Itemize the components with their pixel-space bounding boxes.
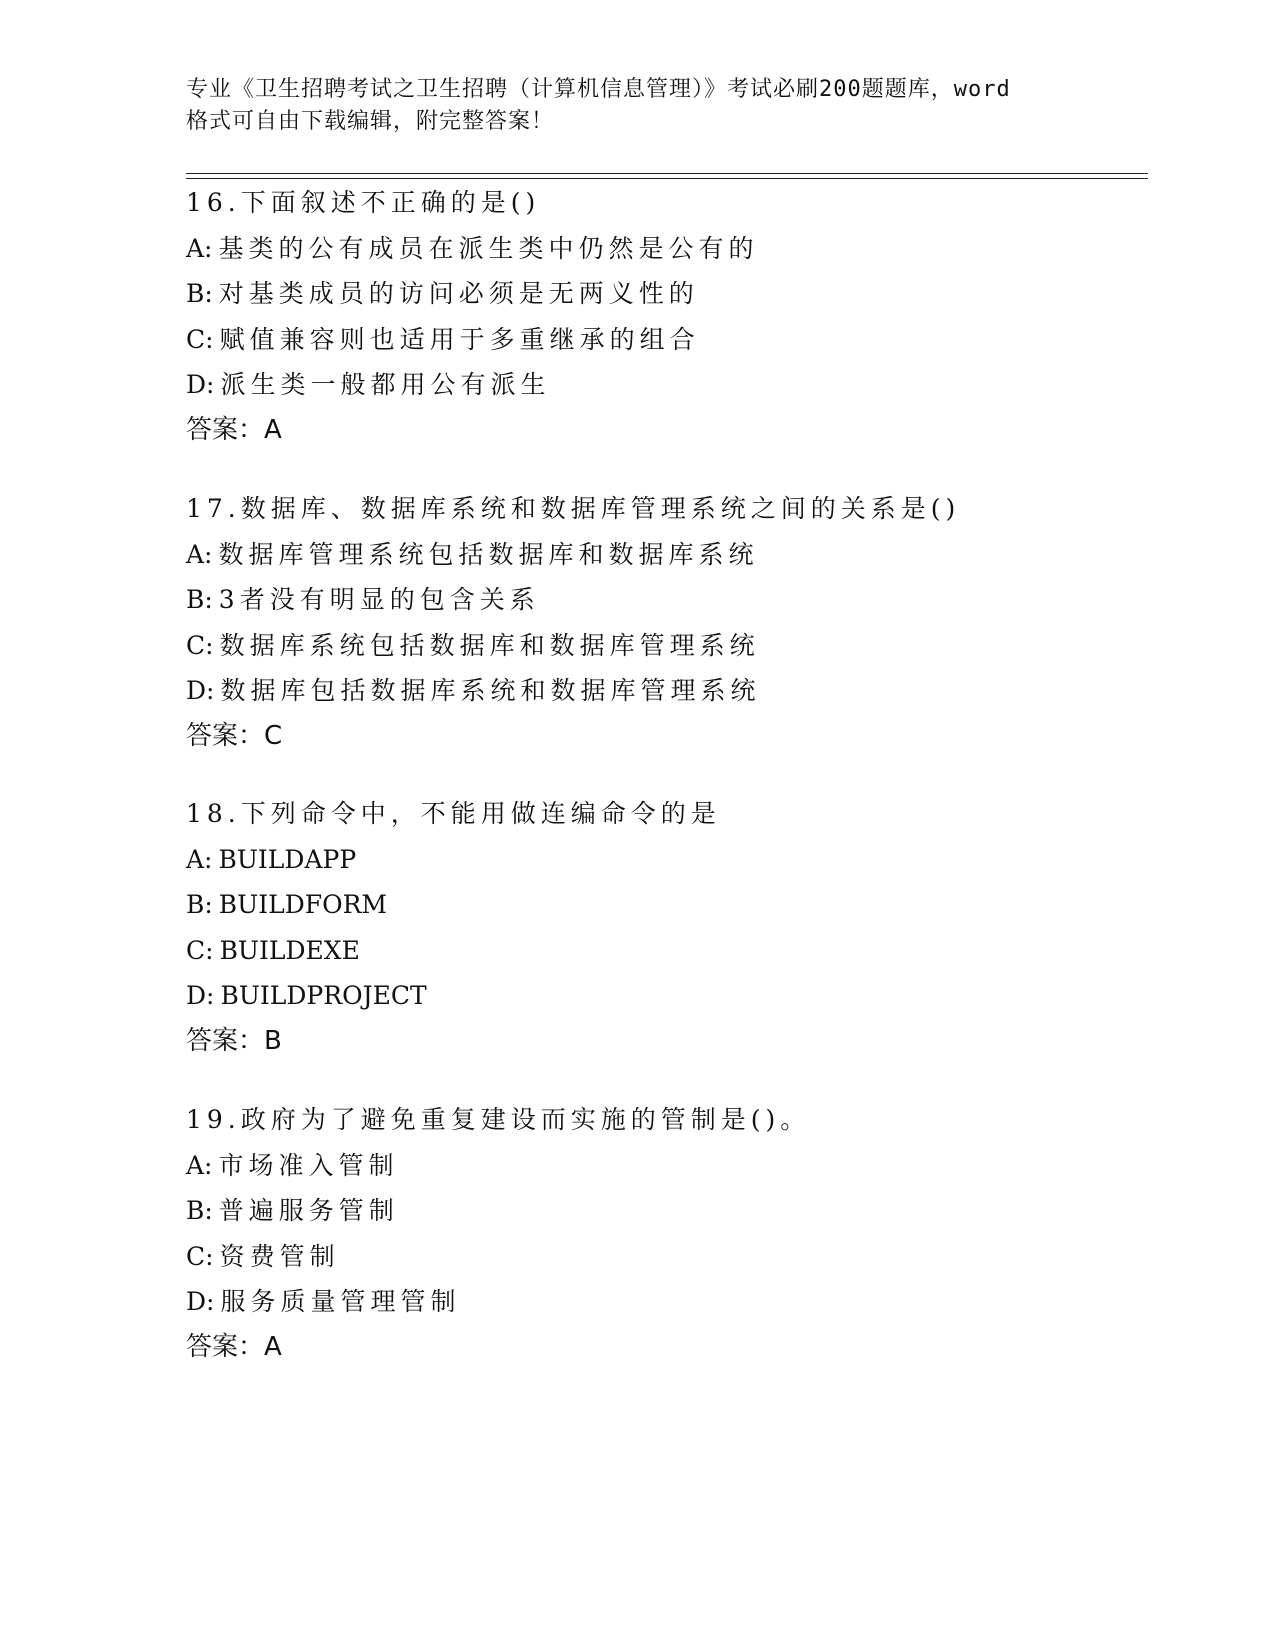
option-label: D: xyxy=(186,676,215,705)
question-17 xyxy=(186,486,1146,759)
question-19 xyxy=(186,1097,1146,1370)
question-stem: 19.政府为了避免重复建设而实施的管制是()。 xyxy=(186,1105,811,1134)
option-text: BUILDPROJECT xyxy=(220,981,427,1010)
option-text: 资费管制 xyxy=(219,1241,340,1271)
option-text: 服务质量管理管制 xyxy=(220,1287,461,1316)
option-label: A: xyxy=(186,844,213,874)
question-stem: 16.下面叙述不正确的是() xyxy=(186,188,541,217)
question-18 xyxy=(186,791,1146,1064)
header-line-2: 格式可自由下载编辑，附完整答案！ xyxy=(186,109,555,134)
option-d xyxy=(186,668,1146,714)
option-text: 基类的公有成员在派生类中仍然是公有的 xyxy=(218,233,759,263)
option-text: 市场准入管制 xyxy=(218,1150,399,1180)
option-text: 对基类成员的访问必须是无两义性的 xyxy=(218,279,699,308)
option-text: BUILDEXE xyxy=(219,935,360,965)
option-label: A: xyxy=(186,539,213,569)
option-text: 普遍服务管制 xyxy=(218,1196,399,1225)
question-stem: 17.数据库、数据库系统和数据库管理系统之间的关系是() xyxy=(186,494,961,523)
option-c xyxy=(186,928,1146,974)
option-label: B: xyxy=(186,279,213,308)
option-label: A: xyxy=(186,1150,213,1180)
option-a xyxy=(186,226,1146,272)
option-text: 赋值兼容则也适用于多重继承的组合 xyxy=(219,324,700,354)
option-text: 派生类一般都用公有派生 xyxy=(220,370,551,399)
answer-line: 答案：B xyxy=(186,1025,282,1056)
header-line-1: 专业《卫生招聘考试之卫生招聘（计算机信息管理）》考试必刷200题题库，word xyxy=(186,77,1011,102)
option-d xyxy=(186,362,1146,408)
option-label: C: xyxy=(186,324,214,354)
option-a xyxy=(186,837,1146,883)
option-d xyxy=(186,1279,1146,1325)
option-text: BUILDFORM xyxy=(218,890,388,919)
option-text: 数据库管理系统包括数据库和数据库系统 xyxy=(218,539,759,569)
option-text: 数据库系统包括数据库和数据库管理系统 xyxy=(219,630,760,660)
option-label: D: xyxy=(186,981,215,1010)
header-divider-bottom xyxy=(186,178,1148,179)
option-text: 3者没有明显的包含关系 xyxy=(218,585,540,614)
option-a xyxy=(186,532,1146,578)
option-text: 数据库包括数据库系统和数据库管理系统 xyxy=(220,676,761,705)
question-stem: 18.下列命令中，不能用做连编命令的是 xyxy=(186,799,721,828)
option-c xyxy=(186,317,1146,363)
option-label: C: xyxy=(186,1241,214,1271)
option-b xyxy=(186,271,1146,317)
option-label: A: xyxy=(186,233,213,263)
option-label: C: xyxy=(186,630,214,660)
header-divider-top xyxy=(186,173,1148,174)
answer-line: 答案：A xyxy=(186,414,282,445)
option-b xyxy=(186,1188,1146,1234)
option-c xyxy=(186,623,1146,669)
document-header xyxy=(186,74,1086,138)
option-label: D: xyxy=(186,370,215,399)
option-text: BUILDAPP xyxy=(218,844,357,874)
option-label: B: xyxy=(186,1196,213,1225)
option-b xyxy=(186,577,1146,623)
answer-line: 答案：C xyxy=(186,720,283,751)
option-label: B: xyxy=(186,585,213,614)
option-label: D: xyxy=(186,1287,215,1316)
option-d xyxy=(186,973,1146,1019)
option-b xyxy=(186,882,1146,928)
option-label: B: xyxy=(186,890,213,919)
option-a xyxy=(186,1143,1146,1189)
answer-line: 答案：A xyxy=(186,1331,282,1362)
option-c xyxy=(186,1234,1146,1280)
option-label: C: xyxy=(186,935,214,965)
question-16 xyxy=(186,180,1146,453)
